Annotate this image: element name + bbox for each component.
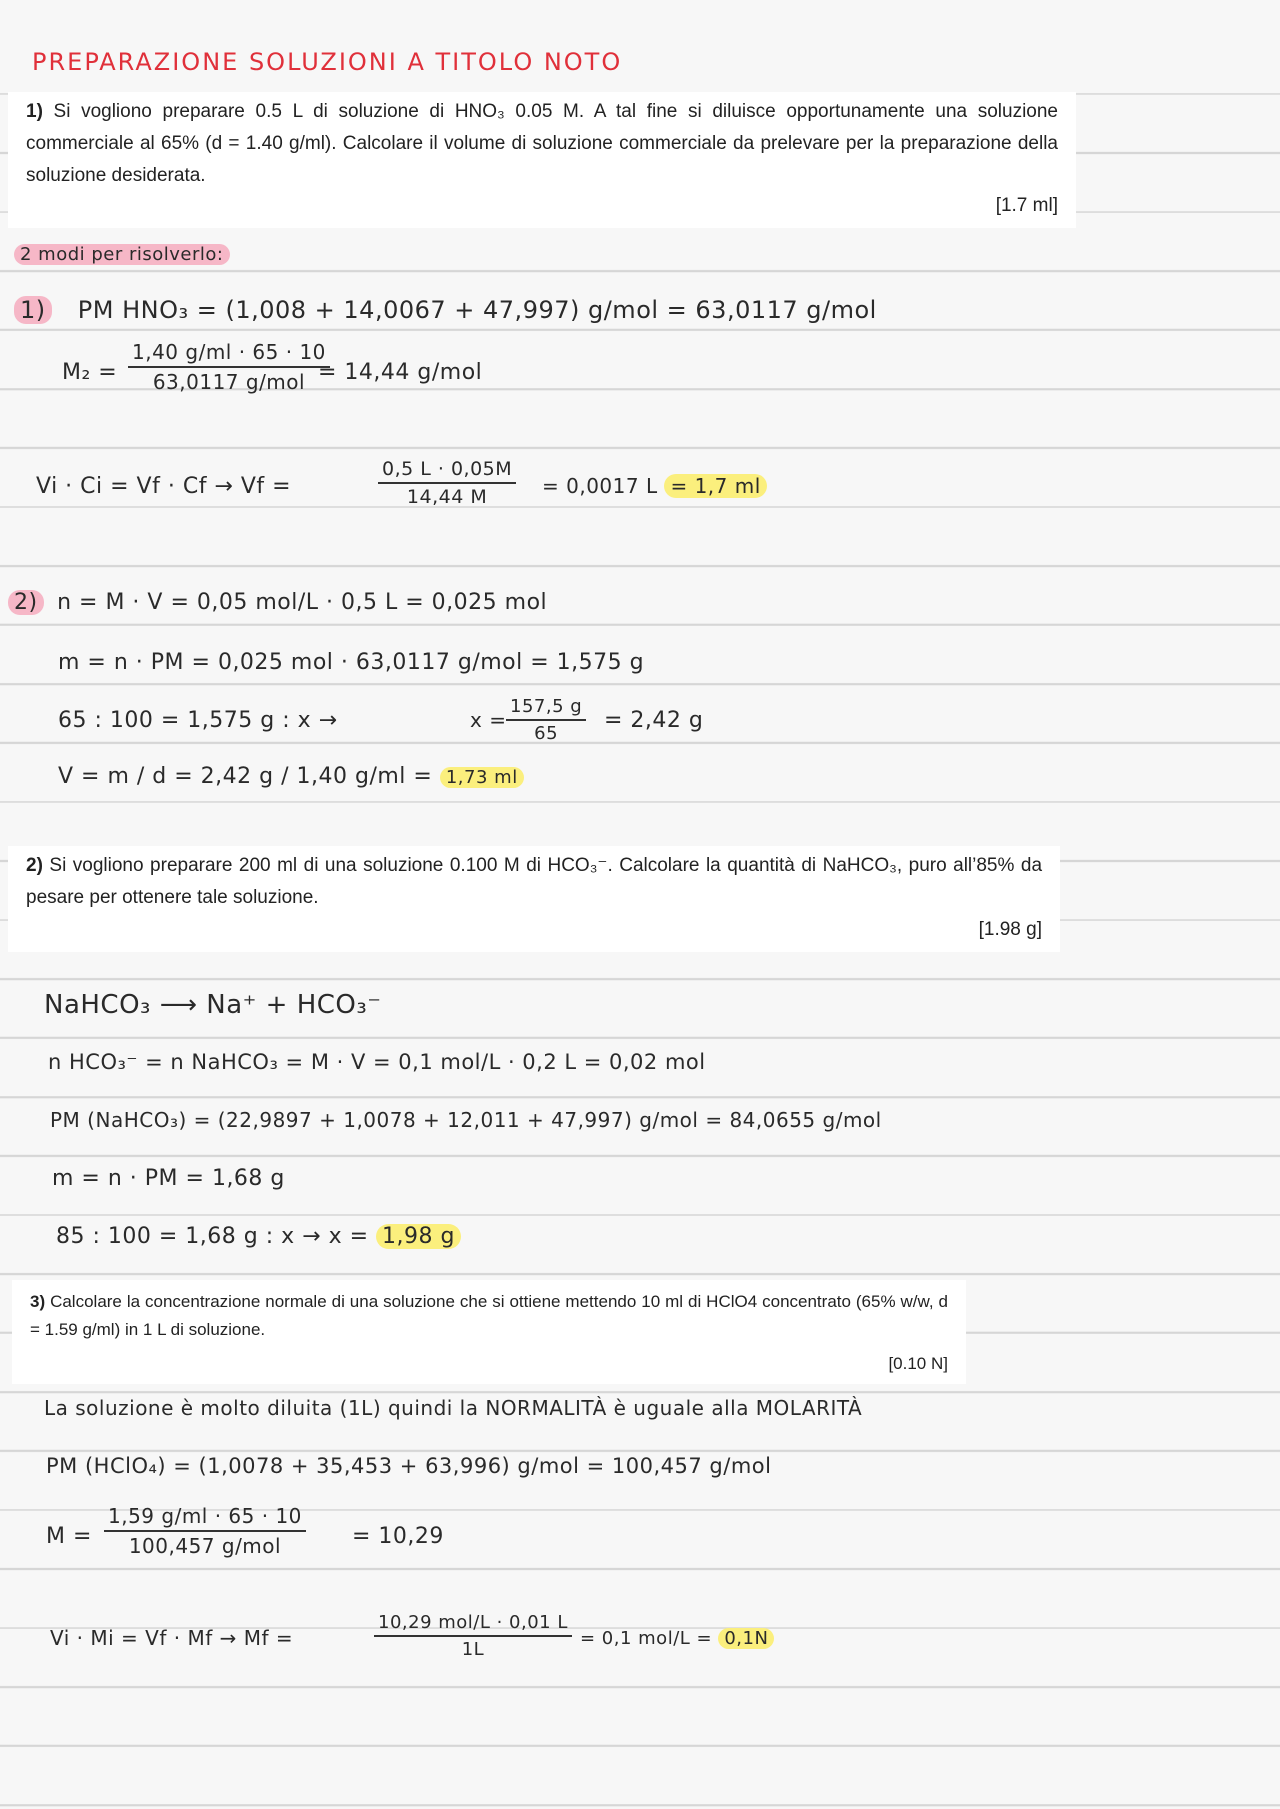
method2-proportion: 65 : 100 = 1,575 g : x → <box>58 708 338 733</box>
molar-mass-line: PM (HClO₄) = (1,0078 + 35,453 + 63,996) g/mol = 100,457 g/mol <box>46 1454 772 1478</box>
problem-1-box <box>8 92 1076 228</box>
method-number: 1) <box>14 296 52 324</box>
highlight-answer: = 1,7 ml <box>664 474 766 498</box>
dilution-fraction: $\frac{0,5 L \cdot 0,05M}{14,44 M}$ <box>378 458 516 508</box>
dilution-result: = 0,1 mol/L = 0,1N <box>580 1628 774 1649</box>
problem-number: 3) <box>30 1292 46 1311</box>
dilution-result: = 0,0017 L = 1,7 ml <box>542 474 767 498</box>
method1-molarity-lhs: M₂ = <box>62 360 118 385</box>
problem-3-box <box>12 1280 966 1384</box>
highlight-answer: 1,73 ml <box>440 767 524 788</box>
method1-molarity-fraction: 1,40 g/ml · 65 · 10 63,0117 g/mol <box>128 340 330 394</box>
problem-answer: [1.98 g] <box>978 919 1042 940</box>
molarity-fraction: 1,59 g/ml · 65 · 10 100,457 g/mol <box>104 1504 306 1558</box>
intro-note: 2 modi per risolverlo: <box>14 244 230 265</box>
dilution-lhs: Vi · Mi = Vf · Mf → Mf = <box>50 1626 294 1650</box>
problem-number: 2) <box>26 855 43 876</box>
dilution-lhs: Vi · Ci = Vf · Cf → Vf = <box>36 474 292 499</box>
problem-text: Si vogliono preparare 0.5 L di soluzione di HNO₃ 0.05 M. A tal fine si diluisce opportunamente una soluzione commerciale al 65% (d = 1.40 g/ml). Calcolare il volume di soluzione commerciale da prelevare per la preparazione della soluzione desiderata. <box>26 101 1058 186</box>
problem-2-box <box>8 846 1060 952</box>
problem-answer: [0.10 N] <box>888 1354 948 1373</box>
molarity-result: = 10,29 <box>352 1524 444 1549</box>
molar-mass-line: PM (NaHCO₃) = (22,9897 + 1,0078 + 12,011 + 47,997) g/mol = 84,0655 g/mol <box>50 1108 882 1132</box>
problem-text: Calcolare la concentrazione normale di una soluzione che si ottiene mettendo 10 ml di HClO4 concentrato (65% w/w, d = 1.59 g/ml) in 1 L di soluzione. <box>30 1292 948 1339</box>
reaction-line: NaHCO₃ ⟶ Na⁺ + HCO₃⁻ <box>44 990 382 1020</box>
highlight-answer: 0,1N <box>718 1628 774 1649</box>
problem-text: Si vogliono preparare 200 ml di una soluzione 0.100 M di HCO₃⁻. Calcolare la quantità di NaHCO₃, puro all’85% da pesare per ottenere tale soluzione. <box>26 855 1043 908</box>
mass-line: m = n · PM = 1,68 g <box>52 1166 285 1191</box>
page-title: PREPARAZIONE SOLUZIONI A TITOLO NOTO <box>32 48 623 76</box>
method2-x-fraction: $\frac{157,5 g}{65}$ <box>506 696 586 744</box>
method2-x-lhs: x = <box>470 708 507 732</box>
problem-answer: [1.7 ml] <box>995 195 1058 216</box>
method2-volume-line: V = m / d = 2,42 g / 1,40 g/ml = 1,73 ml <box>58 764 524 789</box>
dilution-fraction: 10,29 mol/L · 0,01 L 1L <box>374 1612 572 1660</box>
moles-line: n HCO₃⁻ = n NaHCO₃ = M · V = 0,1 mol/L · 0,2 L = 0,02 mol <box>48 1050 706 1074</box>
highlight-answer: 1,98 g <box>376 1224 461 1249</box>
method2-x-result: = 2,42 g <box>604 708 704 733</box>
method2-moles-line: 2) n = M · V = 0,05 mol/L · 0,5 L = 0,025 mol <box>8 590 547 615</box>
method2-mass-line: m = n · PM = 0,025 mol · 63,0117 g/mol = 1,575 g <box>58 650 645 675</box>
proportion-line: 85 : 100 = 1,68 g : x → x = 1,98 g <box>56 1224 461 1249</box>
problem-number: 1) <box>26 101 43 122</box>
method1-molarity-result: = 14,44 g/mol <box>318 360 483 385</box>
molarity-lhs: M = <box>46 1524 92 1549</box>
method-number: 2) <box>8 590 44 615</box>
method1-pm-line: 1) PM HNO₃ = (1,008 + 14,0067 + 47,997) g/mol = 63,0117 g/mol <box>14 296 877 324</box>
normality-note: La soluzione è molto diluita (1L) quindi la NORMALITÀ è uguale alla MOLARITÀ <box>44 1396 863 1420</box>
